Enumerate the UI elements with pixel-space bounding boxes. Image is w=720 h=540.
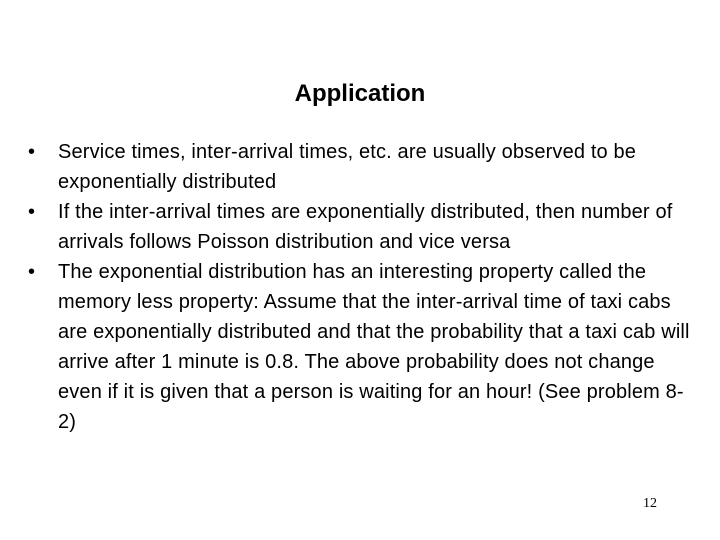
bullet-dot-icon: • — [28, 261, 36, 283]
page-number: 12 — [643, 496, 657, 511]
bullet-list — [28, 137, 700, 437]
bullet-text: If the inter-arrival times are exponentially distributed, then number of arrivals follows Poisson distribution and vice versa — [58, 201, 673, 253]
bullet-text: Service times, inter-arrival times, etc. are usually observed to be exponentially distributed — [58, 141, 637, 193]
bullet-item-poisson — [28, 197, 700, 257]
bullet-text: The exponential distribution has an interesting property called the memory less property: Assume that the inter-arrival time of taxi cabs are exponentially distributed and that the probability that a taxi cab will arrive after 1 minute is 0.8. The above probability does not change even if it is given that a person is waiting for an hour! (See problem 8-2) — [58, 261, 690, 433]
bullet-item-memoryless — [28, 257, 700, 437]
slide-title: Application — [294, 80, 426, 107]
bullet-item-service-times — [28, 137, 700, 197]
bullet-dot-icon: • — [28, 141, 36, 163]
bullet-dot-icon: • — [28, 201, 36, 223]
